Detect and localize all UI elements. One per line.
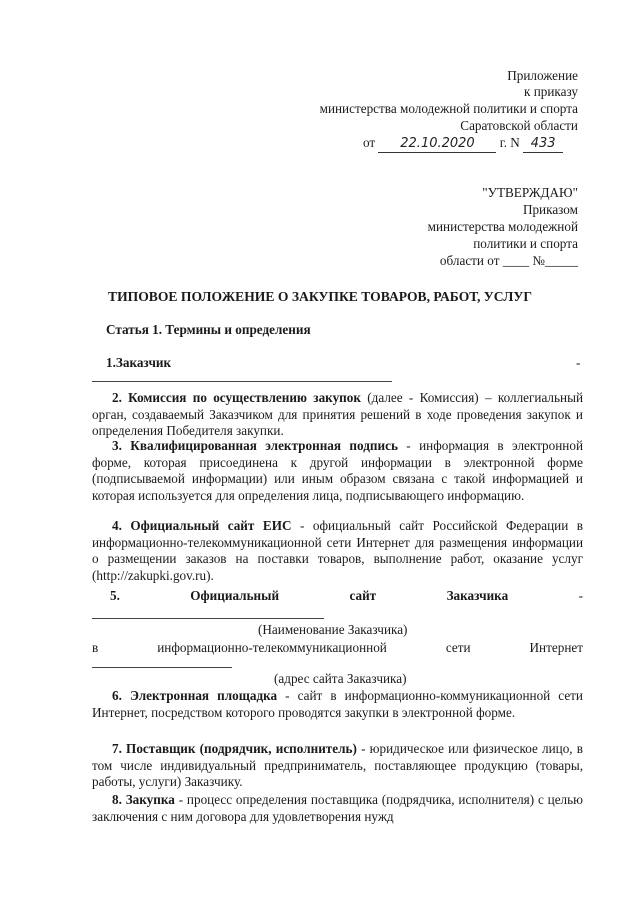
item-5-caption-1: (Наименование Заказчика) xyxy=(258,622,408,637)
appendix-from: от xyxy=(363,135,376,150)
item-5-row-word-1: в xyxy=(92,640,99,655)
item-5-row-word-2: информационно-телекоммуникационной xyxy=(157,640,387,655)
item-5-row-word-4: Интернет xyxy=(529,640,583,655)
appendix-line-3: министерства молодежной политики и спорта xyxy=(319,101,578,116)
appendix-number: 433 xyxy=(523,136,563,153)
approve-line-1: Приказом xyxy=(522,202,578,217)
item-5-row xyxy=(92,640,583,656)
item-2-num: 2. xyxy=(112,390,122,405)
item-1-dash: - xyxy=(576,355,581,370)
appendix-date: 22.10.2020 xyxy=(378,136,496,153)
item-3 xyxy=(92,438,583,504)
item-2 xyxy=(92,390,583,440)
approve-line-3: политики и спорта xyxy=(473,236,578,251)
item-5-num: 5. xyxy=(110,588,120,603)
item-5-blank-line-2 xyxy=(92,667,232,668)
item-3-text: - информация в электронной форме, которая присоединена к другой информации в электронной форме (подписываемой информации) или иным образом связана с такой информацией и которая используется для определения лица, подписывающего информацию. xyxy=(92,438,583,503)
item-4-term: Официальный сайт ЕИС xyxy=(130,518,292,533)
approve-line-2: министерства молодежной xyxy=(427,219,578,234)
item-5-caption-2: (адрес сайта Заказчика) xyxy=(274,671,407,686)
item-5-row-word-3: сети xyxy=(445,640,471,655)
item-4-num: 4. xyxy=(112,518,122,533)
approve-line-4: области от ____ №_____ xyxy=(439,253,578,268)
item-6 xyxy=(92,688,583,721)
item-5-blank-line-1 xyxy=(92,618,324,619)
appendix-line-1: Приложение xyxy=(507,68,578,83)
appendix-line-4: Саратовской области xyxy=(460,118,578,133)
item-5-word-2: сайт xyxy=(349,588,377,603)
item-6-text: - сайт в информационно-коммуникационной сети Интернет, посредством которого проводятся закупки в электронной форме. xyxy=(92,688,583,720)
item-5-word-3: Заказчика xyxy=(446,588,509,603)
item-7-text: - юридическое или физическое лицо, в том числе индивидуальный предприниматель, поставляющее продукцию (товары, работы, услуги) Заказчику. xyxy=(92,741,583,789)
document-title: ТИПОВОЕ ПОЛОЖЕНИЕ О ЗАКУПКЕ ТОВАРОВ, РАБОТ, УСЛУГ xyxy=(108,289,532,304)
item-5-dash: - xyxy=(578,588,583,603)
item-2-term: Комиссия по осуществлению закупок xyxy=(128,390,361,405)
item-8-text: - процесс определения поставщика (подрядчика, исполнителя) с целью заключения с ним договора для удовлетворения нужд xyxy=(92,792,584,824)
item-5-word-1: Официальный xyxy=(190,588,280,603)
item-8 xyxy=(92,792,583,825)
item-1-blank-line xyxy=(92,381,392,382)
item-3-term: Квалифицированная электронная подпись xyxy=(130,438,398,453)
item-4 xyxy=(92,518,583,584)
item-8-num: 8. xyxy=(112,792,122,807)
item-4-text: - официальный сайт Российской Федерации в информационно-телекоммуникационной сети Интернет для размещения информации о размещении заказов на поставки товаров, выполнение работ, оказание услуг (http://zakupki.gov.ru). xyxy=(92,518,584,583)
approve-title: "УТВЕРЖДАЮ" xyxy=(482,185,578,200)
appendix-line-2: к приказу xyxy=(524,84,578,99)
appendix-date-line xyxy=(363,135,563,153)
item-6-term: 6. Электронная площадка xyxy=(112,688,278,703)
appendix-no-prefix: г. N xyxy=(499,135,520,150)
article-heading: Статья 1. Термины и определения xyxy=(106,322,311,337)
item-1-term: 1.Заказчик xyxy=(106,355,172,370)
item-2-text: (далее - Комиссия) – коллегиальный орган, создаваемый Заказчиком для принятия решений в ходе проведения закупок и определения Победителя закупки. xyxy=(92,390,584,438)
item-3-num: 3. xyxy=(112,438,122,453)
item-7-term: 7. Поставщик (подрядчик, исполнитель) xyxy=(112,741,357,756)
item-5-heading xyxy=(110,588,583,604)
item-7 xyxy=(92,741,583,791)
item-8-term: Закупка xyxy=(125,792,175,807)
